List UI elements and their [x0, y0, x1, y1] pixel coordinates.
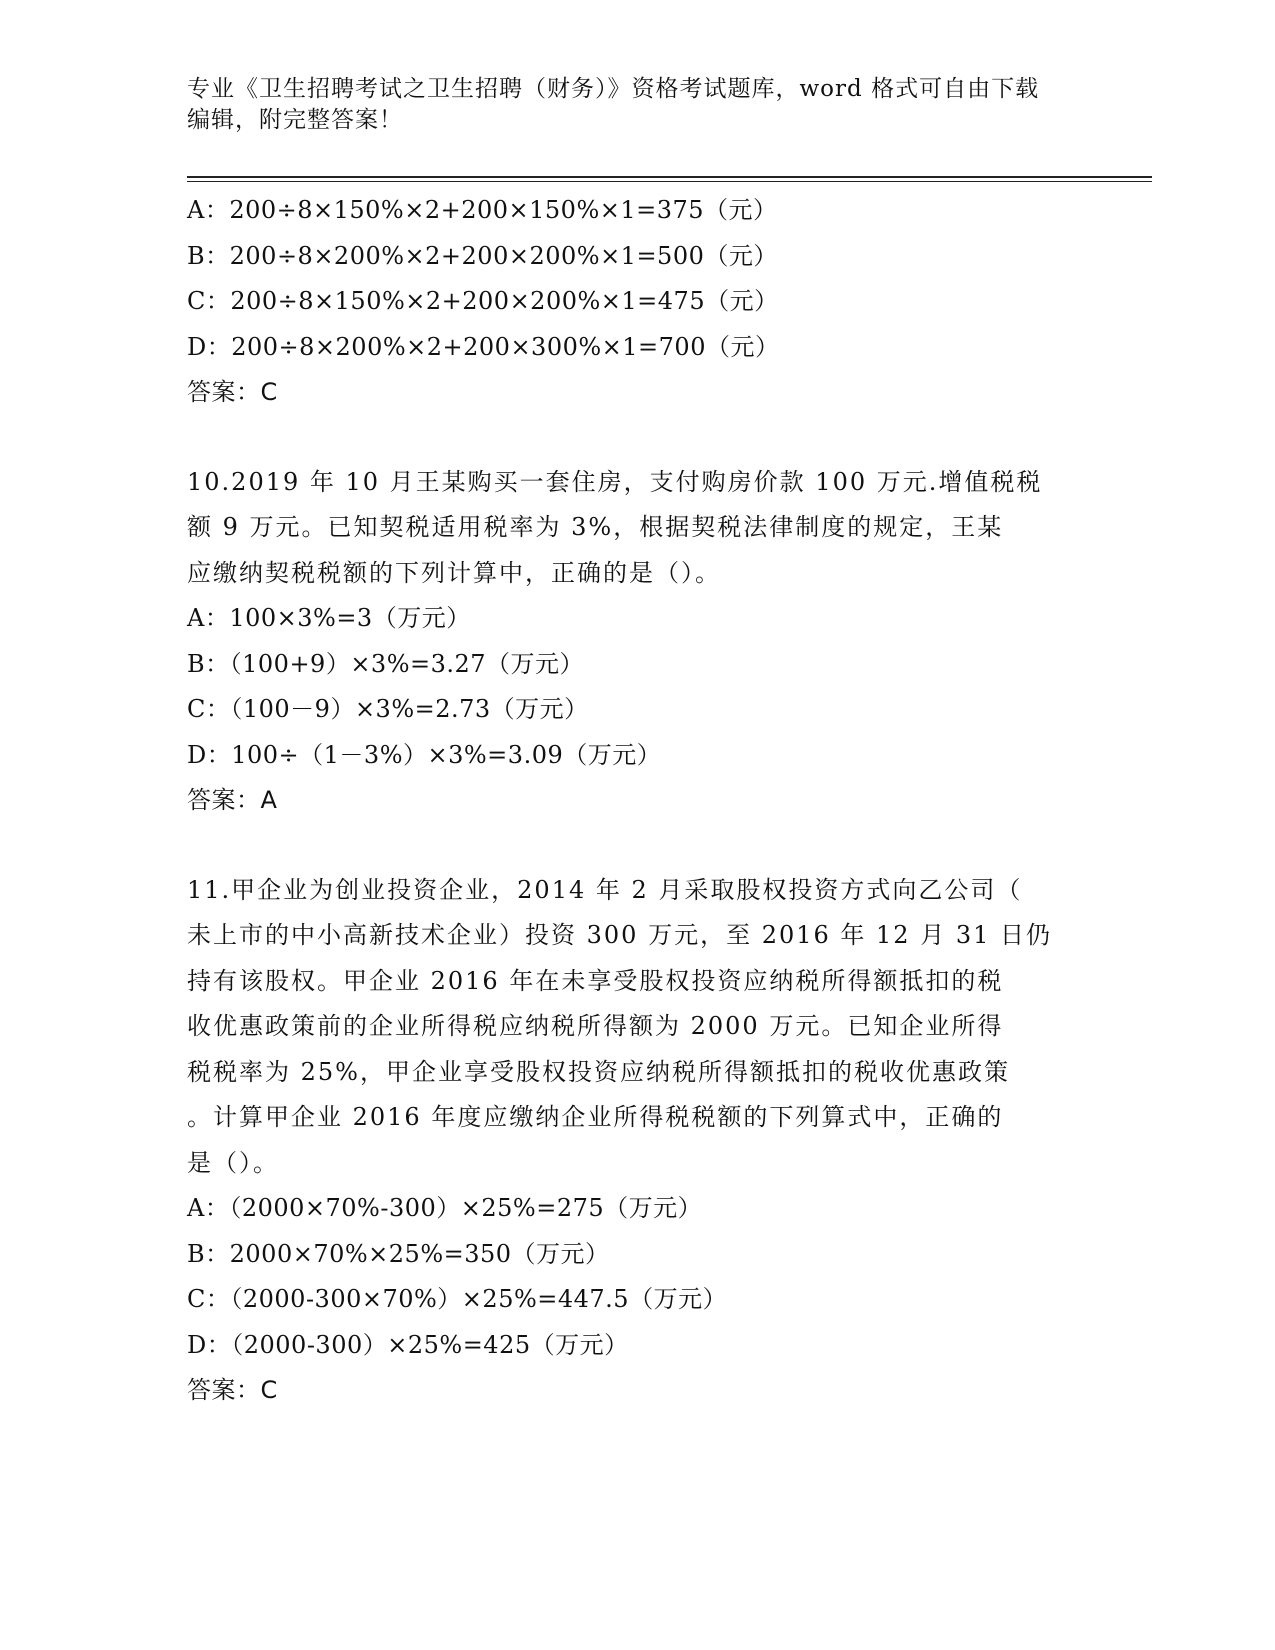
q10-stem-line-2: 额 9 万元。已知契税适用税率为 3%，根据契税法律制度的规定，王某 — [187, 513, 1004, 541]
q9-option-c: C：200÷8×150%×2+200×200%×1=475（元） — [187, 287, 779, 315]
question-11-block — [187, 868, 1087, 1414]
header-line-1: 专业《卫生招聘考试之卫生招聘（财务）》资格考试题库，word 格式可自由下载 — [187, 76, 1040, 102]
question-9-block — [187, 188, 1087, 416]
q9-option-b: B：200÷8×200%×2+200×200%×1=500（元） — [187, 241, 778, 270]
q10-stem-line-3: 应缴纳契税税额的下列计算中，正确的是（）。 — [187, 558, 721, 587]
spacer — [187, 416, 1087, 460]
q10-answer: 答案：A — [187, 786, 278, 814]
q11-option-a: A：（2000×70%-300）×25%=275（万元） — [187, 1194, 703, 1222]
q10-stem — [187, 460, 1087, 597]
q11-stem-line-5: 税税率为 25%，甲企业享受股权投资应纳税所得额抵扣的税收优惠政策 — [187, 1057, 1010, 1086]
q11-stem — [187, 868, 1087, 1187]
document-header — [187, 74, 1087, 136]
q9-option-d: D：200÷8×200%×2+200×300%×1=700（元） — [187, 332, 780, 361]
header-divider-thick — [187, 176, 1152, 178]
q11-stem-line-4: 收优惠政策前的企业所得税应纳税所得额为 2000 万元。已知企业所得 — [187, 1012, 1004, 1040]
q10-option-c: C：（100－9）×3%=2.73（万元） — [187, 695, 589, 723]
q11-stem-line-1: 11.甲企业为创业投资企业，2014 年 2 月采取股权投资方式向乙公司（ — [187, 875, 1023, 904]
q9-option-a: A：200÷8×150%×2+200×150%×1=375（元） — [187, 196, 778, 224]
q11-stem-line-3: 持有该股权。甲企业 2016 年在未享受股权投资应纳税所得额抵扣的税 — [187, 966, 1004, 995]
q11-option-c: C：（2000-300×70%）×25%=447.5（万元） — [187, 1285, 728, 1313]
q11-option-b: B：2000×70%×25%=350（万元） — [187, 1239, 610, 1268]
q11-option-d: D：（2000-300）×25%=425（万元） — [187, 1330, 629, 1359]
q10-option-a: A：100×3%=3（万元） — [187, 604, 471, 632]
q11-answer: 答案：C — [187, 1376, 278, 1404]
spacer — [187, 824, 1087, 868]
q11-stem-line-2: 未上市的中小高新技术企业）投资 300 万元，至 2016 年 12 月 31 日仍 — [187, 921, 1052, 949]
q9-answer: 答案：C — [187, 378, 278, 406]
q10-option-d: D：100÷（1－3%）×3%=3.09（万元） — [187, 740, 662, 769]
q11-stem-line-6: 。计算甲企业 2016 年度应缴纳企业所得税税额的下列算式中，正确的 — [187, 1103, 1004, 1131]
header-line-2: 编辑，附完整答案！ — [187, 107, 403, 133]
q10-option-b: B：（100+9）×3%=3.27（万元） — [187, 649, 585, 678]
question-10-block — [187, 460, 1087, 824]
q11-stem-line-7: 是（）。 — [187, 1148, 279, 1177]
q10-stem-line-1: 10.2019 年 10 月王某购买一套住房，支付购房价款 100 万元.增值税税 — [187, 467, 1043, 496]
question-content — [187, 188, 1087, 1414]
header-divider-thin — [187, 181, 1152, 182]
